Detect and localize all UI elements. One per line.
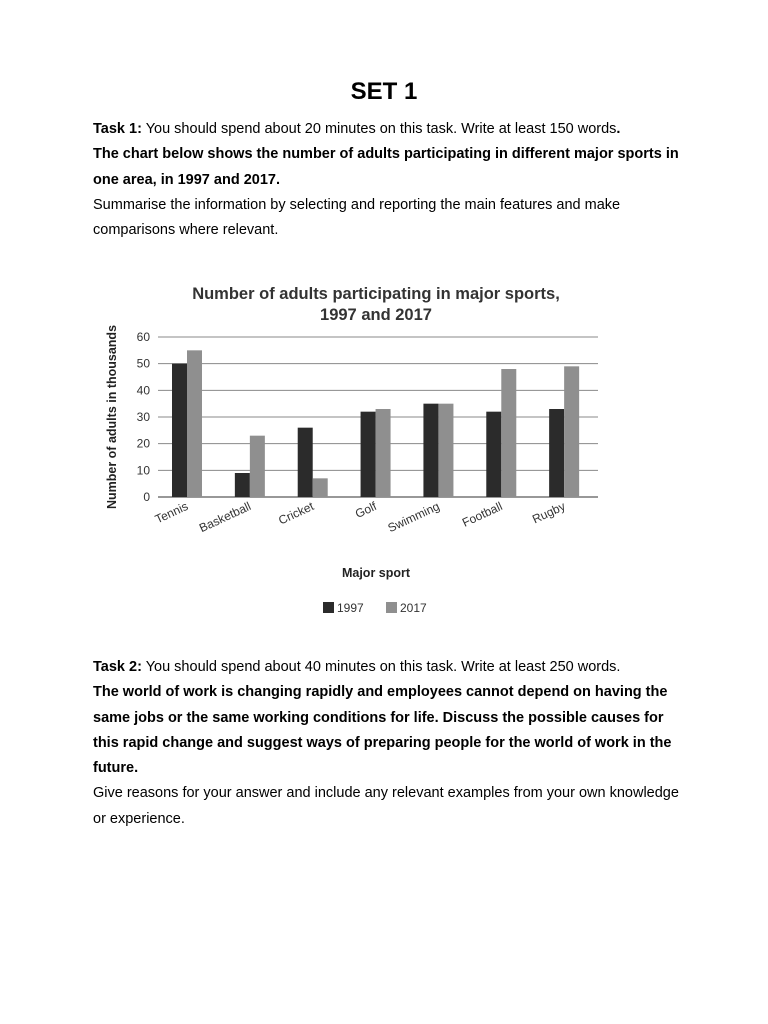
participation-bar-chart <box>100 275 640 630</box>
page-title: SET 1 <box>350 78 418 105</box>
bar-rugby-2017 <box>564 366 579 497</box>
task-2-instruction-text: You should spend about 40 minutes on this task. Write at least 250 words. <box>145 659 621 675</box>
bar-swimming-2017 <box>438 404 453 497</box>
bar-golf-1997 <box>361 412 376 497</box>
bar-cricket-2017 <box>313 478 328 497</box>
x-tick-label: Rugby <box>530 499 568 527</box>
bar-basketball-2017 <box>250 436 265 497</box>
bar-tennis-1997 <box>172 364 187 497</box>
task-1-instruction-text: You should spend about 20 minutes on this task. Write at least 150 words <box>145 121 617 137</box>
chart-legend <box>323 601 427 615</box>
bar-golf-2017 <box>376 409 391 497</box>
bar-cricket-1997 <box>298 428 313 497</box>
y-tick-label: 50 <box>136 356 150 371</box>
task-2-closing: Give reasons for your answer and include any relevant examples from your own knowledge or experience. <box>93 785 679 827</box>
bar-tennis-2017 <box>187 350 202 497</box>
bar-football-1997 <box>486 412 501 497</box>
task-2-instruction <box>93 655 693 680</box>
chart-x-tick-labels <box>153 499 567 535</box>
bar-rugby-1997 <box>549 409 564 497</box>
legend-label-1997: 1997 <box>337 601 364 615</box>
task-1-label: Task 1: <box>93 121 142 137</box>
task-2-label: Task 2: <box>93 659 142 675</box>
task-1-section <box>93 117 693 243</box>
bar-football-2017 <box>501 369 516 497</box>
legend-swatch-1997 <box>323 602 334 613</box>
x-tick-label: Golf <box>352 499 379 522</box>
task-1-summary: Summarise the information by selecting and reporting the main features and make comparisons where relevant. <box>93 196 621 239</box>
y-tick-label: 60 <box>136 330 150 344</box>
task-2-section <box>93 655 693 832</box>
chart-title-line-1: Number of adults participating in major sports, <box>192 285 560 303</box>
legend-label-2017: 2017 <box>400 601 427 615</box>
y-tick-label: 40 <box>136 383 150 398</box>
x-tick-label: Basketball <box>197 499 254 536</box>
x-tick-label: Tennis <box>152 499 191 527</box>
chart-x-axis-label: Major sport <box>341 566 411 580</box>
y-tick-label: 10 <box>136 463 150 478</box>
x-tick-label: Football <box>459 499 505 530</box>
y-tick-label: 0 <box>143 490 150 504</box>
chart-y-axis-label: Number of adults in thousands <box>105 324 119 510</box>
x-tick-label: Swimming <box>385 499 442 536</box>
bar-swimming-1997 <box>423 404 438 497</box>
bar-basketball-1997 <box>235 473 250 497</box>
task-1-instruction <box>93 117 693 142</box>
task-1-instruction-period: . <box>616 121 621 137</box>
chart-bars <box>172 350 579 497</box>
task-1-prompt: The chart below shows the number of adults participating in different major sports in one area, in 1997 and 2017. <box>93 146 679 188</box>
legend-swatch-2017 <box>386 602 397 613</box>
task-2-prompt: The world of work is changing rapidly and employees cannot depend on having the same jobs or the same working conditions for life. Discuss the possible causes for this rapid change and suggest ways of preparing people for the world of work in the future. <box>93 684 672 777</box>
chart-title-line-2: 1997 and 2017 <box>320 306 432 324</box>
y-tick-label: 20 <box>136 436 150 451</box>
x-tick-label: Cricket <box>276 499 316 528</box>
y-tick-label: 30 <box>136 410 150 424</box>
